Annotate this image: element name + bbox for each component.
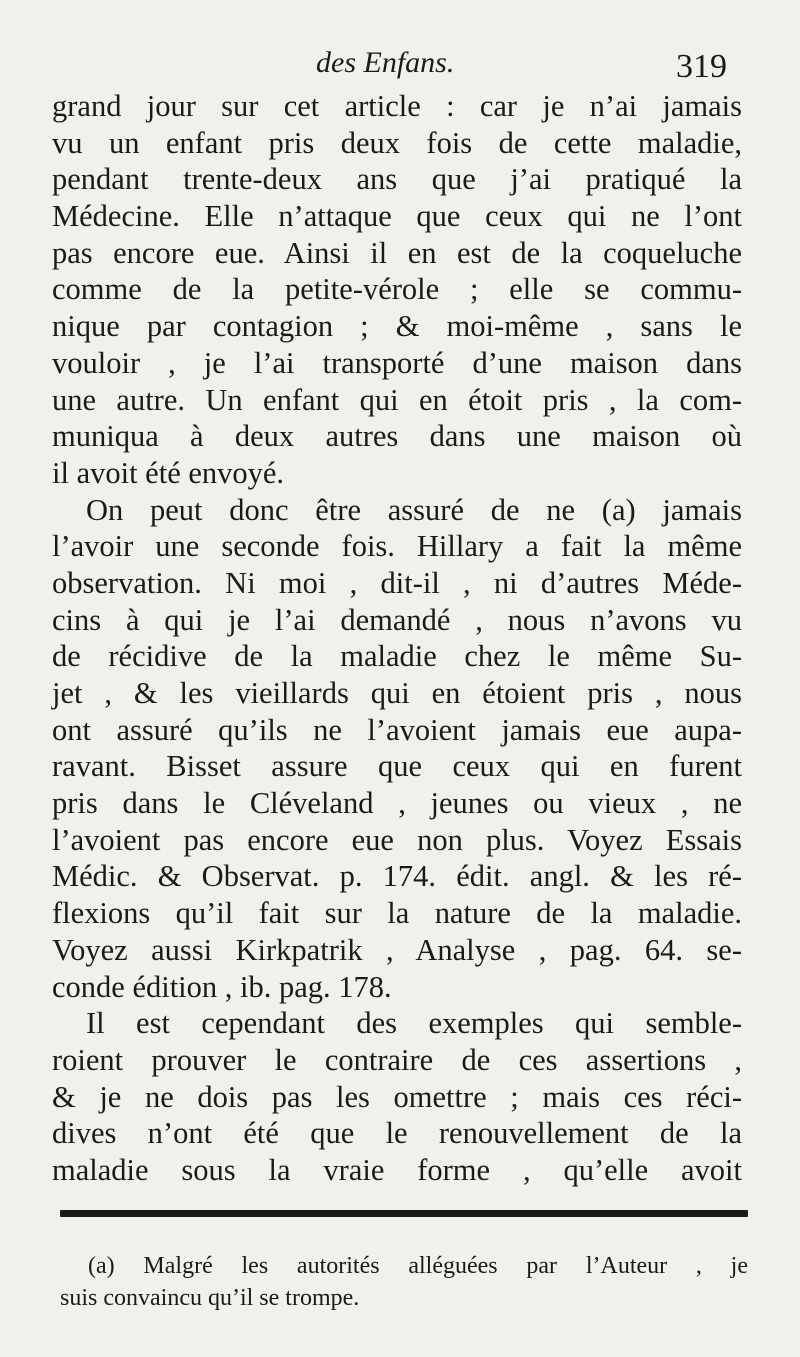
text-line: dives n’ont été que le renouvellement de la <box>52 1116 742 1151</box>
body-text <box>52 88 742 1189</box>
footnote-line: (a) Malgré les autorités alléguées par l’Auteur , je <box>88 1253 748 1279</box>
text-line: Voyez aussi Kirkpatrik , Analyse , pag. 64. se- <box>52 932 742 967</box>
text-line: pris dans le Cléveland , jeunes ou vieux , ne <box>52 786 742 821</box>
text-line: pas encore eue. Ainsi il en est de la coqueluche <box>52 235 742 270</box>
text-line: Il est cependant des exemples qui semble- <box>86 1006 742 1041</box>
text-line: il avoit été envoyé. <box>52 455 285 490</box>
text-line: Médecine. Elle n’attaque que ceux qui ne l’ont <box>52 199 742 234</box>
text-line: pendant trente-deux ans que j’ai pratiqué la <box>52 162 742 197</box>
text-line: observation. Ni moi , dit-il , ni d’autres Méde- <box>52 565 742 600</box>
text-line: conde édition , ib. pag. 178. <box>52 969 392 1004</box>
text-line: muniqua à deux autres dans une maison où <box>52 419 742 454</box>
text-line: maladie sous la vraie forme , qu’elle avoit <box>52 1152 742 1187</box>
text-line: jet , & les vieillards qui en étoient pris , nous <box>52 676 742 710</box>
text-line: flexions qu’il fait sur la nature de la maladie. <box>52 896 742 931</box>
text-line: une autre. Un enfant qui en étoit pris , la com- <box>52 382 742 417</box>
footnote-line: suis convaincu qu’il se trompe. <box>60 1285 360 1311</box>
text-line: roient prouver le contraire de ces assertions , <box>52 1042 742 1077</box>
text-line: l’avoient pas encore eue non plus. Voyez Essais <box>52 822 742 857</box>
text-line: ravant. Bisset assure que ceux qui en furent <box>52 749 742 784</box>
text-line: ont assuré qu’ils ne l’avoient jamais eue aupa- <box>52 712 742 747</box>
text-line: l’avoir une seconde fois. Hillary a fait la même <box>52 529 742 564</box>
footnote <box>60 1250 748 1314</box>
text-line: nique par contagion ; & moi-même , sans le <box>52 309 742 344</box>
text-line: de récidive de la maladie chez le même Su- <box>52 639 742 674</box>
text-line: vu un enfant pris deux fois de cette maladie, <box>52 125 742 160</box>
running-title: des Enfans. <box>316 46 455 79</box>
page-number: 319 <box>676 48 727 85</box>
text-line: On peut donc être assuré de ne (a) jamais <box>86 492 742 527</box>
text-line: Médic. & Observat. p. 174. édit. angl. & les ré- <box>52 859 742 894</box>
text-line: grand jour sur cet article : car je n’ai jamais <box>52 89 742 123</box>
text-line: cins à qui je l’ai demandé , nous n’avons vu <box>52 602 742 637</box>
footnote-rule <box>60 1210 748 1217</box>
text-line: vouloir , je l’ai transporté d’une maison dans <box>52 345 742 380</box>
text-line: comme de la petite-vérole ; elle se commu- <box>52 272 742 307</box>
text-line: & je ne dois pas les omettre ; mais ces réci- <box>52 1079 742 1114</box>
